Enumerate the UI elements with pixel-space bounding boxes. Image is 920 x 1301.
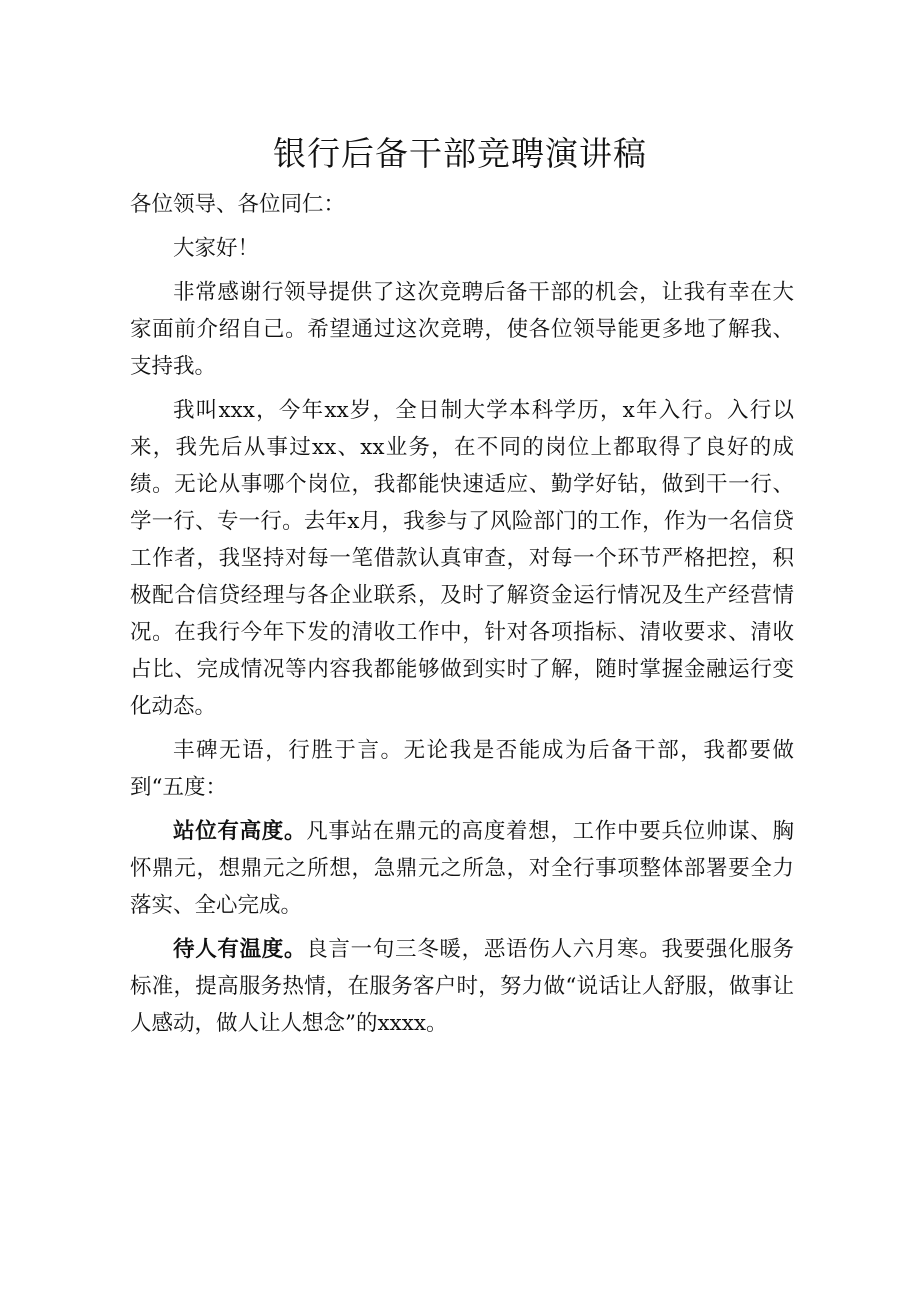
paragraph-text: 我叫xxx，今年xx岁，全日制大学本科学历，x年入行。入行以来，我先后从事过xx、xx业务，在不同的岗位上都取得了良好的成绩。无论从事哪个岗位，我都能快速适应、勤学好钻，做到干一行、学一行、专一行。去年x月，我参与了风险部门的工作，作为一名信贷工作者，我坚持对每一笔借款认真审查，对每一个环节严格把控，积极配合信贷经理与各企业联系，及时了解资金运行情况及生产经营情况。在我行今年下发的清收工作中，针对各项指标、清收要求、清收占比、完成情况等内容我都能够做到实时了解，随时掌握金融运行变化动态。 [130,398,794,719]
paragraph-thanks [130,274,794,385]
greeting: 大家好！ [173,236,260,261]
paragraph-standpoint [130,813,794,924]
paragraph-warmth [130,931,794,1042]
paragraph-introduction [130,392,794,725]
paragraph-text: 非常感谢行领导提供了这次竞聘后备干部的机会，让我有幸在大家面前介绍自己。希望通过这次竞聘，使各位领导能更多地了解我、支持我。 [130,280,794,379]
paragraph-lead: 待人有温度。 [173,937,307,962]
paragraph-text: 良言一句三冬暖，恶语伤人六月寒。我要强化服务标准，提高服务热情，在服务客户时，努力做“说话让人舒服，做事让人感动，做人让人想念”的xxxx。 [130,937,794,1036]
paragraph-text: 凡事站在鼎元的高度着想，工作中要兵位帅谋、胸怀鼎元，想鼎元之所想，急鼎元之所急，对全行事项整体部署要全力落实、全心完成。 [130,819,794,918]
document-title: 银行后备干部竞聘演讲稿 [273,134,647,173]
paragraph-five-degrees [130,732,794,806]
paragraph-text: 丰碑无语，行胜于言。无论我是否能成为后备干部，我都要做到“五度： [130,738,794,800]
salutation: 各位领导、各位同仁： [130,192,346,217]
paragraph-lead: 站位有高度。 [173,819,307,844]
document-body [130,186,794,1049]
